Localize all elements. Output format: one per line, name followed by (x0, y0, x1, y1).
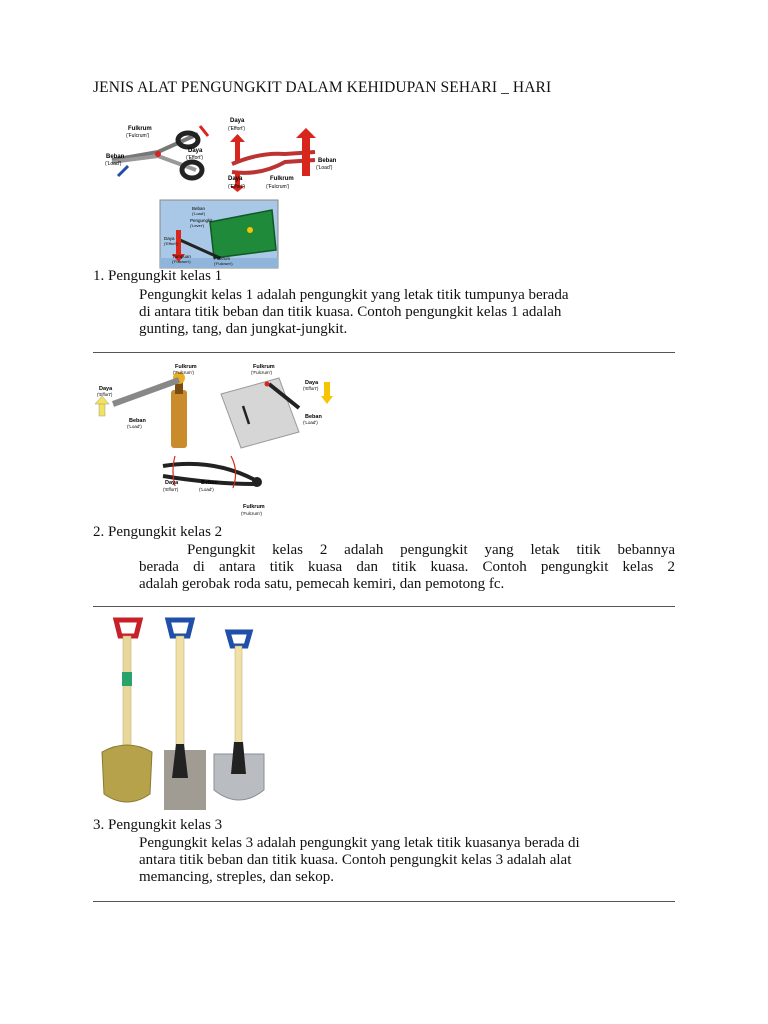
section-divider (93, 901, 675, 902)
pliers-beban-en-label: ('Load') (316, 165, 333, 171)
seesaw-daya-label: Daya (164, 236, 175, 241)
cutter-daya-en-label: ('Effort') (303, 386, 319, 391)
scissors-beban-en-label: ('Load') (105, 161, 122, 167)
shovels-figure (96, 614, 278, 810)
nutcracker-beban-en-label: ('Load') (199, 487, 214, 492)
pliers-fulkrum-en-label: ('Fulcrum') (266, 184, 290, 190)
cutter-fulkrum-label: Fulkrum (253, 364, 275, 370)
section1-heading: 1. Pengungkit kelas 1 (93, 268, 223, 284)
opener-daya-label: Daya (99, 386, 113, 392)
table-lever-illustration (160, 200, 278, 268)
seesaw-pengungkit-en-label: ('Lever') (190, 223, 205, 228)
page-title: JENIS ALAT PENGUNGKIT DALAM KEHIDUPAN SEHARI _ HARI (93, 79, 552, 96)
seesaw-beban-en-label: ('Load') (192, 211, 206, 216)
shovel-red-illustration (102, 620, 152, 802)
seesaw-daya-en-label: ('Effort') (164, 241, 178, 246)
nutcracker-beban-label: Beban (201, 480, 218, 486)
section3-line-2: antara titik beban dan titik kuasa. Contoh pengungkit kelas 3 adalah alat (139, 852, 572, 868)
scissors-fulkrum-en-label: ('Fulcrum') (126, 133, 150, 139)
opener-beban-en-label: ('Load') (127, 424, 142, 429)
nutcracker-fulkrum-en-label: ('Fulcrum') (241, 511, 262, 516)
section2-line-3: adalah gerobak roda satu, pemecah kemiri, dan pemotong fc. (139, 576, 505, 592)
seesaw-fulkrum-en-label: ('Fulcrum') (214, 261, 233, 266)
opener-daya-en-label: ('Effort') (97, 392, 113, 397)
cutter-beban-label: Beban (305, 414, 322, 420)
seesaw-pengungkit-label: Pengungkit (190, 218, 213, 223)
seesaw-tumpuan-label: Tumpuan (172, 254, 191, 259)
bottle-opener-illustration (95, 364, 197, 448)
cutter-daya-label: Daya (305, 380, 319, 386)
section2-line-1: Pengungkit kelas 2 adalah pengungkit yang letak titik bebannya (187, 542, 675, 558)
section2-paragraph (139, 542, 675, 593)
opener-beban-label: Beban (129, 418, 146, 424)
section3-line-3: memancing, streples, dan sekop. (139, 869, 334, 885)
nutcracker-daya-en-label: ('Effort') (163, 487, 179, 492)
cutter-fulkrum-en-label: ('Fulcrum') (251, 370, 272, 375)
section1-line-1: Pengungkit kelas 1 adalah pengungkit yang letak titik tumpunya berada (139, 287, 569, 303)
section3-paragraph (139, 835, 679, 886)
class2-lever-figure (93, 360, 353, 522)
cutter-beban-en-label: ('Load') (303, 420, 318, 425)
section1-line-2: di antara titik beban dan titik kuasa. Contoh pengungkit kelas 1 adalah (139, 304, 562, 320)
paper-cutter-illustration (221, 364, 333, 448)
pliers-illustration (228, 118, 337, 192)
pliers-beban-label: Beban (318, 158, 337, 164)
pliers-daya-top-label: Daya (230, 118, 245, 124)
section3-line-1: Pengungkit kelas 3 adalah pengungkit yang letak titik kuasanya berada di (139, 835, 580, 851)
section-divider (93, 352, 675, 353)
seesaw-fulkrum-label: Fulkrum (214, 256, 231, 261)
shovel-blue-steel-illustration (214, 632, 264, 800)
nutcracker-fulkrum-label: Fulkrum (243, 504, 265, 510)
opener-fulkrum-en-label: ('Fulcrum') (173, 370, 194, 375)
section3-heading: 3. Pengungkit kelas 3 (93, 817, 223, 833)
shovel-blue-wood-illustration (164, 620, 206, 810)
section1-paragraph (139, 287, 679, 338)
opener-fulkrum-label: Fulkrum (175, 364, 197, 370)
scissors-daya-en-label: ('Effort') (186, 155, 204, 161)
seesaw-beban-label: Beban (192, 206, 206, 211)
nutcracker-daya-label: Daya (165, 480, 179, 486)
section2-heading: 2. Pengungkit kelas 2 (93, 524, 223, 540)
class1-lever-figure (100, 112, 350, 272)
scissors-fulkrum-label: Fulkrum (128, 126, 152, 132)
pliers-daya-top-en-label: ('Effort') (228, 126, 246, 132)
section2-line-2: berada di antara titik kuasa dan titik kuasa. Contoh pengungkit kelas 2 (139, 559, 675, 575)
pliers-fulkrum-label: Fulkrum (270, 176, 294, 182)
section1-line-3: gunting, tang, dan jungkat-jungkit. (139, 321, 348, 337)
scissors-daya-label: Daya (188, 148, 203, 154)
scissors-illustration (105, 126, 208, 178)
scissors-beban-label: Beban (106, 154, 125, 160)
pliers-daya-bottom-en-label: ('Effort') (228, 184, 246, 190)
section-divider (93, 606, 675, 607)
nutcracker-illustration (163, 456, 265, 516)
seesaw-tumpuan-en-label: ('Fulcrum') (172, 259, 191, 264)
pliers-daya-bottom-label: Daya (228, 176, 243, 182)
